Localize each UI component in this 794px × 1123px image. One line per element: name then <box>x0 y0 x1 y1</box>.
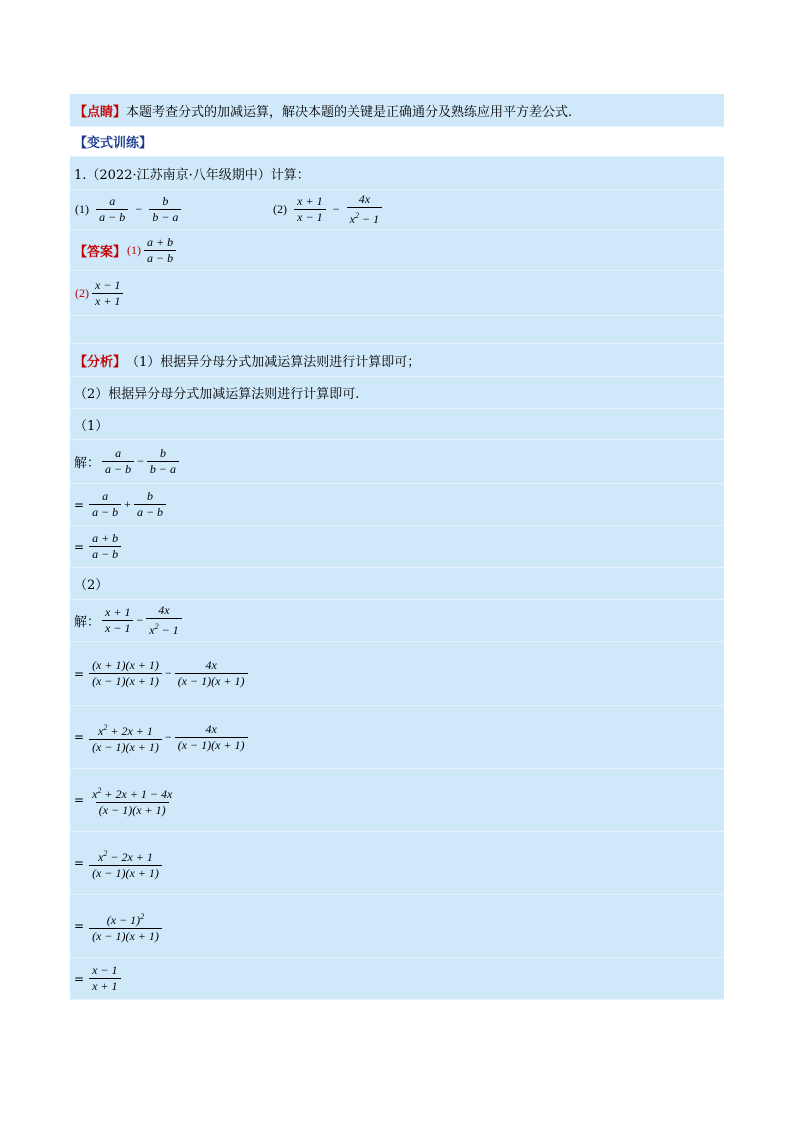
fraction: $\frac{4x}{(x - 1)(x + 1)}$ <box>175 722 248 753</box>
dianjing-label: 【点睛】 <box>74 104 127 120</box>
fraction: $\frac{(x - 1)^2}{(x - 1)(x + 1)}$ <box>89 909 162 944</box>
sol2-step5: = $\frac{x^2 - 2x + 1}{(x - 1)(x + 1)}$ <box>70 832 724 895</box>
fraction: $\frac{x - 1}{x + 1}$ <box>92 278 123 309</box>
fraction: $\frac{x^2 - 2x + 1}{(x - 1)(x + 1)}$ <box>89 846 162 881</box>
analysis-row-2 <box>70 377 724 409</box>
problem-part2: (2) $\frac{x + 1}{x - 1}$ − $\frac{4x}{x^2 - 1}$ <box>272 192 384 227</box>
sol1-step1: 解： $\frac{a}{a - b}$ − $\frac{b}{b - a}$ <box>70 440 724 484</box>
problem-part1: (1) $\frac{a}{a - b}$ − $\frac{b}{b - a}$ <box>74 194 272 225</box>
fraction: $\frac{a}{a - b}$ <box>96 194 128 225</box>
fraction: $\frac{a + b}{a - b}$ <box>89 531 121 562</box>
fraction: $\frac{4x}{x^2 - 1}$ <box>347 192 382 227</box>
analysis-row <box>70 344 724 377</box>
document <box>70 94 724 1000</box>
sol2-head-row: （2） <box>70 568 724 600</box>
fraction: $\frac{b}{a - b}$ <box>134 489 166 520</box>
blank-row <box>70 316 724 344</box>
bianshi-label: 【变式训练】 <box>74 136 153 151</box>
problem-row <box>70 157 724 190</box>
sol2-step4: = $\frac{x^2 + 2x + 1 - 4x}{(x - 1)(x + 1)}$ <box>70 769 724 832</box>
fraction: $\frac{x - 1}{x + 1}$ <box>89 963 120 994</box>
fraction: $\frac{(x + 1)(x + 1)}{(x - 1)(x + 1)}$ <box>89 658 162 689</box>
sol2-step2: = $\frac{(x + 1)(x + 1)}{(x - 1)(x + 1)}$ − $\frac{4x}{(x - 1)(x + 1)}$ <box>70 642 724 706</box>
fraction: $\frac{4x}{(x - 1)(x + 1)}$ <box>175 658 248 689</box>
sol1-head-row: （1） <box>70 409 724 440</box>
problem-parts-row <box>70 190 724 230</box>
fraction: $\frac{x + 1}{x - 1}$ <box>102 605 133 636</box>
fraction: $\frac{x + 1}{x - 1}$ <box>294 194 325 225</box>
dianjing-text: 本题考查分式的加减运算，解决本题的关键是正确通分及熟练应用平方差公式. <box>126 104 573 120</box>
dianjing-row <box>70 94 724 127</box>
fraction: $\frac{b}{b - a}$ <box>149 194 181 225</box>
fraction: $\frac{a}{a - b}$ <box>102 446 134 477</box>
fraction: $\frac{4x}{x^2 - 1}$ <box>146 603 181 638</box>
sol1-step3: = $\frac{a + b}{a - b}$ <box>70 526 724 568</box>
analysis-label: 【分析】 <box>74 354 127 370</box>
analysis-line2: （2）根据异分母分式加减运算法则进行计算即可. <box>74 387 360 402</box>
sol1-step2: = $\frac{a}{a - b}$ + $\frac{b}{a - b}$ <box>70 484 724 526</box>
sol2-step6: = $\frac{(x - 1)^2}{(x - 1)(x + 1)}$ <box>70 895 724 958</box>
sol2-step3: = $\frac{x^2 + 2x + 1}{(x - 1)(x + 1)}$ − $\frac{4x}{(x - 1)(x + 1)}$ <box>70 706 724 769</box>
sol2-step7: = $\frac{x - 1}{x + 1}$ <box>70 958 724 1000</box>
problem-text: 1.（2022·江苏南京·八年级期中）计算： <box>74 167 310 183</box>
fraction: $\frac{a + b}{a - b}$ <box>144 235 176 266</box>
analysis-line1: （1）根据异分母分式加减运算法则进行计算即可； <box>126 354 421 370</box>
fraction: $\frac{a}{a - b}$ <box>89 489 121 520</box>
answer-label: 【答案】 <box>74 244 127 260</box>
fraction: $\frac{x^2 + 2x + 1}{(x - 1)(x + 1)}$ <box>89 720 162 755</box>
answer-row: 【答案】 (1) $\frac{a + b}{a - b}$ <box>70 230 724 271</box>
answer-row-2: (2) $\frac{x - 1}{x + 1}$ <box>70 271 724 316</box>
fraction: $\frac{b}{b - a}$ <box>147 446 179 477</box>
sol2-step1: 解： $\frac{x + 1}{x - 1}$ − $\frac{4x}{x^2 - 1}$ <box>70 600 724 642</box>
fraction: $\frac{x^2 + 2x + 1 - 4x}{(x - 1)(x + 1)}$ <box>92 785 173 817</box>
bianshi-row <box>70 127 724 157</box>
